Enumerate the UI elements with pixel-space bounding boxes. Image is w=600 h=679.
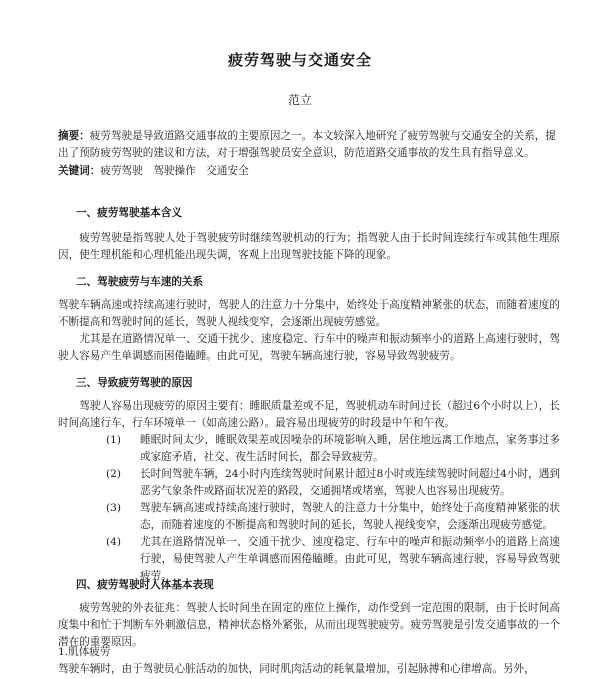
list-item-number: (4) [106,536,122,548]
list-item [58,432,560,466]
keywords-block [58,163,558,180]
list-item-text: 睡眠时间太少，睡眠效果差或因噪杂的环境影响入睡，居住地远离工作地点，家务事过多或家庭矛盾，社交、夜生活时间长，都会导致疲劳。 [140,434,560,463]
section-heading-4: 四、疲劳驾驶时人体基本表现 [76,579,214,591]
section-4-paragraph-1: 疲劳驾驶的外表征兆：驾驶人长时间坐在固定的座位上操作，动作受到一定范围的限制，由于长时间高度集中和忙于判断车外刺激信息，精神状态格外紧张，从而出现驾驶疲劳。疲劳驾驶是引发交通事故的一个潜在的重要原因。 [58,602,560,648]
keywords-label: 关键词： [58,165,101,177]
abstract-block [58,128,558,162]
section-heading-1: 一、疲劳驾驶基本含义 [76,207,182,219]
paper-author: 范立 [287,93,312,107]
section-heading-2: 二、驾驶疲劳与车速的关系 [76,276,204,288]
keywords-text: 疲劳驾驶 驾驶操作 交通安全 [100,165,249,177]
paper-title: 疲劳驾驶与交通安全 [227,51,372,69]
section-heading-3: 三、导致疲劳驾驶的原因 [76,377,193,389]
section-2-paragraph-2: 尤其是在道路情况单一、交通干扰少、速度稳定、行车中的噪声和振动频率小的道路上高速行驶时，驾驶人容易产生单调感而困倦瞌睡。由此可见，驾驶车辆高速行驶，容易导致驾驶疲劳。 [58,333,560,362]
list-item-text: 尤其在道路情况单一、交通干扰少、速度稳定、行车中的噪声和振动频率小的道路上高速行驶，易使驾驶人产生单调感而困倦瞌睡。由此可见，驾驶车辆高速行驶，容易导致驾驶疲劳。 [140,536,560,582]
abstract-text: 疲劳驾驶是导致道路交通事故的主要原因之一。本文较深入地研究了疲劳驾驶与交通安全的关系，提出了预防疲劳驾驶的建议和方法，对于增强驾驶员安全意识，防范道路交通事故的发生具有指导意义。 [58,130,556,159]
list-item-text: 驾驶车辆高速或持续高速行驶时，驾驶人的注意力十分集中，始终处于高度精神紧张的状态，而随着速度的不断提高和驾驶时间的延长，驾驶人视线变窄，会逐渐出现疲劳感觉。 [140,502,560,531]
section-1-paragraph-1: 疲劳驾驶是指驾驶人处于驾驶疲劳时继续驾驶机动的行为；指驾驶人由于长时间连续行车或其他生理原因，使生理机能和心理机能出现失调，客观上出现驾驶技能下降的现象。 [58,232,560,261]
list-item [58,500,560,534]
section-4-tail-paragraph: 驾驶车辆时，由于驾驶员心脏活动的加快，同时肌肉活动的耗氧量增加，引起脉搏和心律增高。另外， [58,663,535,675]
list-item-number: (1) [106,434,122,446]
section-3-paragraph-1: 驾驶人容易出现疲劳的原因主要有：睡眠质量差或不足，驾驶机动车时间过长（超过6个小时以上），长时间高速行车，行车环境单一（如高速公路）。最容易出现疲劳的时段是中午和午夜。 [58,400,560,429]
list-item [58,466,560,500]
section-2-paragraph-1: 驾驶车辆高速或持续高速行驶时，驾驶人的注意力十分集中，始终处于高度精神紧张的状态，而随着速度的不断提高和驾驶时间的延长，驾驶人视线变窄，会逐渐出现疲劳感觉。 [58,299,560,328]
list-item-text: 长时间驾驶车辆，24小时内连续驾驶时间累计超过8小时或连续驾驶时间超过4小时，遇到恶劣气象条件或路面状况差的路段，交通拥堵或堵塞，驾驶人也容易出现疲劳。 [140,468,560,497]
list-item-number: (2) [106,468,122,480]
subsection-heading: 1.肌体疲劳 [58,646,111,658]
abstract-label: 摘要： [58,130,90,142]
list-item-number: (3) [106,502,122,514]
